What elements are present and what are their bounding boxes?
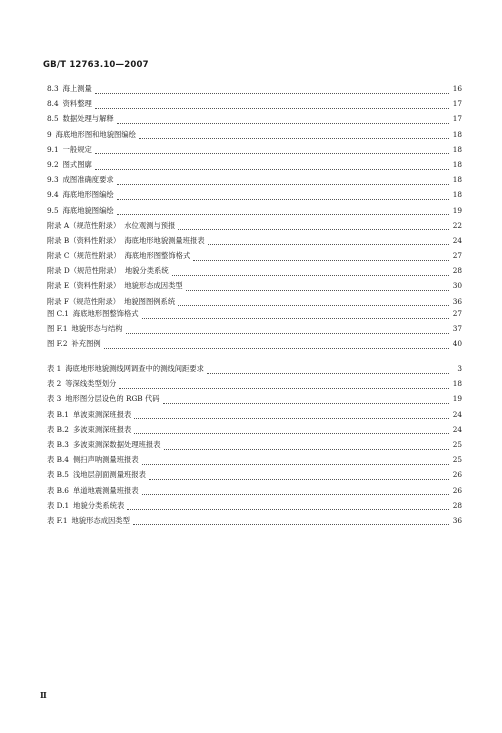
toc-entry[interactable] bbox=[47, 516, 462, 531]
toc-entry-number: 表 B.2 bbox=[47, 424, 69, 434]
toc-entry-title: 一般规定 bbox=[62, 144, 92, 154]
toc-entry-title: 海底地形图整饰格式 bbox=[72, 309, 139, 318]
toc-entry-title: 地貌图图例系统 bbox=[124, 296, 176, 306]
toc-entry-page: 16 bbox=[452, 84, 462, 93]
toc-entry-title: 浅地层剖面测量班报表 bbox=[72, 470, 146, 480]
toc-entry-number: 8.3 bbox=[47, 84, 59, 93]
toc-entry-page: 26 bbox=[452, 485, 462, 495]
toc-entry-number: 表 B.6 bbox=[47, 485, 69, 495]
toc-entry-number: 图 C.1 bbox=[47, 309, 69, 318]
toc-entry[interactable] bbox=[47, 281, 462, 296]
toc-entry-page: 18 bbox=[452, 144, 462, 154]
toc-entry-page: 18 bbox=[452, 190, 462, 200]
toc-entry[interactable] bbox=[47, 84, 462, 99]
toc-entry-number: 附录 E（资料性附录） bbox=[47, 281, 121, 291]
toc-leader-dots bbox=[208, 243, 449, 245]
toc-entry-page: 25 bbox=[452, 455, 462, 465]
toc-leader-dots bbox=[172, 274, 449, 276]
toc-entry[interactable] bbox=[47, 410, 462, 425]
toc-entry-page: 24 bbox=[452, 235, 462, 245]
toc-entry-page: 40 bbox=[452, 339, 462, 349]
toc-entry-page: 28 bbox=[452, 500, 462, 510]
toc-leader-dots bbox=[186, 289, 449, 291]
toc-entry-number: 表 1 bbox=[47, 364, 62, 373]
toc-entry-page: 19 bbox=[452, 394, 462, 404]
toc-entry[interactable] bbox=[47, 364, 462, 379]
toc-entry-title: 海底地形地貌测线网调查中的测线间距要求 bbox=[65, 364, 204, 373]
toc-entry-page: 18 bbox=[452, 129, 462, 139]
toc-entry[interactable] bbox=[47, 130, 462, 145]
toc-entry-number: 附录 F（规范性附录） bbox=[47, 296, 121, 306]
toc-entry-number: 9.2 bbox=[47, 159, 59, 169]
toc-entry-page: 28 bbox=[452, 266, 462, 276]
toc-entry-page: 27 bbox=[452, 309, 462, 318]
toc-entry[interactable] bbox=[47, 425, 462, 440]
toc-entry[interactable] bbox=[47, 236, 462, 251]
toc-section-tables bbox=[47, 364, 462, 531]
toc-leader-dots bbox=[95, 168, 449, 170]
toc-leader-dots bbox=[95, 107, 449, 109]
toc-entry-number: 表 B.1 bbox=[47, 409, 69, 419]
toc-entry-page: 27 bbox=[452, 251, 462, 261]
toc-entry[interactable] bbox=[47, 145, 462, 160]
toc-entry-number: 表 3 bbox=[47, 394, 62, 404]
toc-entry-title: 海底地貌图编绘 bbox=[62, 205, 114, 215]
toc-entry-title: 地貌形态成因类型 bbox=[71, 515, 130, 525]
toc-entry-title: 地貌分类系统表 bbox=[73, 500, 125, 510]
toc-entry-number: 9.5 bbox=[47, 205, 59, 215]
toc-entry-page: 17 bbox=[452, 114, 462, 124]
toc-entry[interactable] bbox=[47, 221, 462, 236]
toc-entry[interactable] bbox=[47, 339, 462, 354]
toc-section-figures bbox=[47, 309, 462, 355]
toc-leader-dots bbox=[133, 523, 449, 525]
toc-entry-page: 18 bbox=[452, 379, 462, 389]
toc-entry-number: 附录 D（规范性附录） bbox=[47, 266, 121, 276]
toc-entry-title: 地貌形态与结构 bbox=[71, 324, 123, 334]
toc-entry[interactable] bbox=[47, 486, 462, 501]
toc-leader-dots bbox=[149, 478, 449, 480]
toc-entry-number: 图 F.2 bbox=[47, 339, 68, 349]
toc-section-body bbox=[47, 84, 462, 312]
toc-entry-number: 表 D.1 bbox=[47, 500, 70, 510]
toc-entry-title: 成图准确度要求 bbox=[62, 175, 114, 185]
toc-entry-title: 水位观测与预报 bbox=[124, 220, 176, 230]
toc-leader-dots bbox=[126, 332, 449, 334]
toc-entry-number: 附录 C（规范性附录） bbox=[47, 251, 121, 261]
toc-entry-page: 18 bbox=[452, 159, 462, 169]
toc-leader-dots bbox=[134, 417, 449, 419]
toc-entry-page: 30 bbox=[452, 281, 462, 291]
toc-leader-dots bbox=[142, 493, 449, 495]
toc-entry-number: 8.5 bbox=[47, 114, 59, 124]
toc-entry-page: 17 bbox=[452, 99, 462, 109]
toc-entry-title: 地貌分类系统 bbox=[124, 266, 169, 276]
toc-entry-title: 多波束测深数据处理班报表 bbox=[72, 439, 161, 449]
toc-entry-title: 数据处理与解释 bbox=[62, 114, 114, 124]
toc-leader-dots bbox=[164, 448, 449, 450]
toc-entry-page: 18 bbox=[452, 175, 462, 185]
toc-entry-title: 海底地形图和地貌图编绘 bbox=[55, 129, 136, 139]
toc-leader-dots bbox=[163, 402, 449, 404]
toc-leader-dots bbox=[193, 259, 449, 261]
toc-entry-number: 9.3 bbox=[47, 175, 59, 185]
toc-entry-page: 37 bbox=[452, 324, 462, 334]
toc-entry-title: 单波束测深班报表 bbox=[72, 409, 132, 419]
toc-leader-dots bbox=[117, 198, 449, 200]
toc-entry[interactable] bbox=[47, 309, 462, 324]
toc-entry-title: 图式图廓 bbox=[62, 159, 92, 169]
toc-entry-title: 海底地形图编绘 bbox=[62, 190, 114, 200]
toc-leader-dots bbox=[127, 508, 449, 510]
toc-entry-title: 海上测量 bbox=[62, 84, 92, 93]
standard-code: GB/T 12763.10—2007 bbox=[43, 60, 149, 70]
toc-entry-number: 表 B.3 bbox=[47, 439, 69, 449]
toc-leader-dots bbox=[95, 92, 449, 94]
toc-entry-title: 单道地震测量班报表 bbox=[72, 485, 139, 495]
toc-entry-page: 24 bbox=[452, 409, 462, 419]
toc-entry[interactable] bbox=[47, 251, 462, 266]
toc-entry[interactable] bbox=[47, 190, 462, 205]
toc-entry-page: 25 bbox=[452, 439, 462, 449]
toc-entry-page: 36 bbox=[452, 296, 462, 306]
toc-leader-dots bbox=[178, 228, 449, 230]
toc-leader-dots bbox=[117, 122, 449, 124]
toc-entry[interactable] bbox=[47, 266, 462, 281]
toc-entry-number: 8.4 bbox=[47, 99, 59, 109]
toc-leader-dots bbox=[134, 432, 449, 434]
toc-leader-dots bbox=[119, 387, 449, 389]
toc-entry-page: 26 bbox=[452, 470, 462, 480]
toc-entry-title: 海底地形图整饰格式 bbox=[124, 251, 191, 261]
toc-entry[interactable] bbox=[47, 440, 462, 455]
toc-entry-title: 多波束测深班报表 bbox=[72, 424, 132, 434]
toc-entry-title: 侧扫声呐测量班报表 bbox=[72, 455, 139, 465]
toc-entry-number: 附录 A（规范性附录） bbox=[47, 220, 121, 230]
toc-entry[interactable] bbox=[47, 470, 462, 485]
toc-entry-number: 表 F.1 bbox=[47, 515, 68, 525]
toc-leader-dots bbox=[139, 137, 449, 139]
toc-entry-number: 9.4 bbox=[47, 190, 59, 200]
toc-entry[interactable] bbox=[47, 114, 462, 129]
toc-entry-page: 3 bbox=[457, 364, 462, 373]
toc-leader-dots bbox=[104, 347, 449, 349]
toc-entry[interactable] bbox=[47, 160, 462, 175]
toc-leader-dots bbox=[207, 372, 449, 374]
toc-entry-title: 地形图分层设色的 RGB 代码 bbox=[65, 394, 160, 404]
toc-entry-page: 36 bbox=[452, 515, 462, 525]
toc-entry-title: 等深线类型划分 bbox=[65, 379, 117, 389]
toc-leader-dots bbox=[117, 183, 449, 185]
toc-entry-number: 表 B.4 bbox=[47, 455, 69, 465]
toc-entry[interactable] bbox=[47, 379, 462, 394]
toc-entry-title: 地貌形态成因类型 bbox=[124, 281, 183, 291]
toc-entry-title: 海底地形地貌测量班报表 bbox=[124, 235, 205, 245]
toc-entry[interactable] bbox=[47, 206, 462, 221]
toc-entry-page: 22 bbox=[452, 220, 462, 230]
toc-leader-dots bbox=[117, 213, 449, 215]
toc-entry-page: 24 bbox=[452, 424, 462, 434]
toc-entry-title: 资料整理 bbox=[62, 99, 92, 109]
toc-entry-number: 表 B.5 bbox=[47, 470, 69, 480]
toc-entry[interactable] bbox=[47, 175, 462, 190]
toc-entry[interactable] bbox=[47, 501, 462, 516]
page-folio: Ⅱ bbox=[40, 690, 47, 700]
toc-entry-number: 9.1 bbox=[47, 144, 59, 154]
toc-entry-page: 19 bbox=[452, 205, 462, 215]
toc-leader-dots bbox=[142, 463, 449, 465]
toc-leader-dots bbox=[95, 152, 449, 154]
toc-entry[interactable] bbox=[47, 324, 462, 339]
toc-entry-number: 9 bbox=[47, 129, 52, 139]
toc-entry-number: 图 F.1 bbox=[47, 324, 68, 334]
toc-entry[interactable] bbox=[47, 394, 462, 409]
toc-leader-dots bbox=[178, 304, 449, 306]
toc-leader-dots bbox=[142, 317, 449, 319]
toc-entry[interactable] bbox=[47, 99, 462, 114]
toc-entry-number: 附录 B（资料性附录） bbox=[47, 235, 121, 245]
toc-entry[interactable] bbox=[47, 455, 462, 470]
toc-entry-title: 补充图例 bbox=[71, 339, 101, 349]
toc-entry-number: 表 2 bbox=[47, 379, 62, 389]
